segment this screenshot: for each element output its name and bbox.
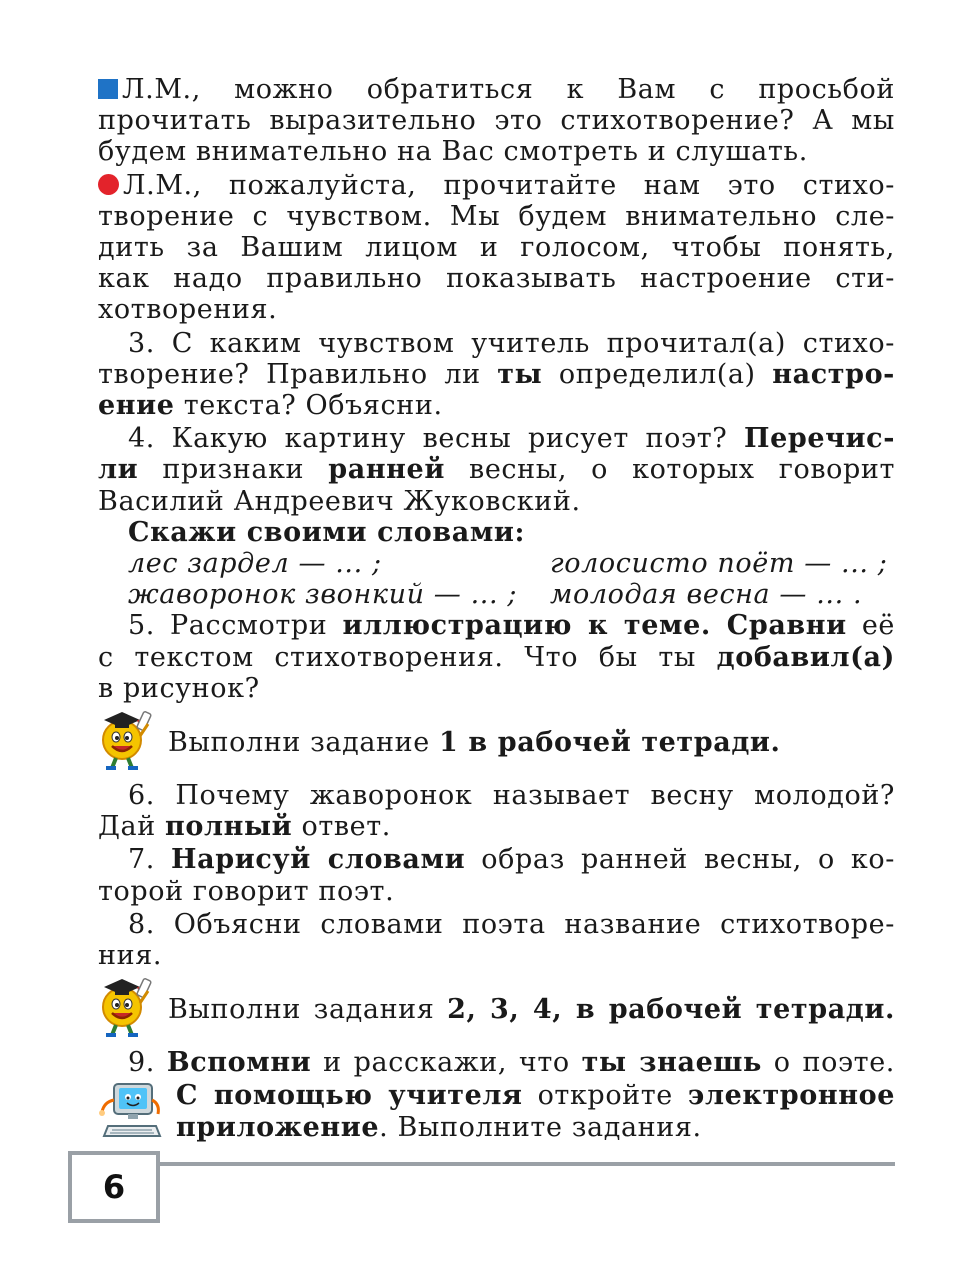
text-line (98, 170, 895, 201)
red-dot-icon (98, 174, 119, 195)
text-line (176, 1112, 895, 1143)
page-content (98, 74, 895, 1144)
text: в рисунок? (98, 672, 260, 704)
bold-text: приложение (176, 1111, 380, 1143)
text-line (98, 642, 895, 673)
bold-text: Нарисуй словами (171, 844, 466, 876)
bold-text: ение (98, 390, 175, 422)
task-text (176, 1080, 895, 1142)
text-line (98, 1047, 895, 1078)
bold-text: С помощью учителя (176, 1080, 523, 1112)
bold-text: добавил(а) (716, 641, 895, 673)
text-line (98, 876, 895, 907)
phrase: голосисто поёт — ... ; (550, 548, 888, 580)
smiley-graduate-icon (96, 706, 158, 772)
question-4 (98, 423, 895, 517)
bold-text: ты знаешь (581, 1047, 762, 1079)
bold-text: ли (98, 454, 139, 486)
bold-text: 1 в рабочей тетради. (439, 727, 781, 759)
text: Л.М., пожалуйста, прочитайте нам это стихо- (123, 169, 895, 201)
text: 7. (128, 844, 172, 876)
question-8 (98, 909, 895, 971)
bold-text: настро- (772, 358, 895, 390)
question-3 (98, 328, 895, 422)
text: 6. Почему жаворонок называет весну молодой? (128, 780, 895, 812)
text: прочитать выразительно это стихотворение? А мы (98, 105, 895, 137)
text: 5. Рассмотри (128, 610, 343, 642)
dialog-block-red (98, 170, 895, 326)
text: определил(а) (542, 358, 773, 390)
bold-text: электронное (687, 1080, 895, 1112)
text: как надо правильно показывать настроение сти- (98, 263, 895, 295)
text: Л.М., можно обратиться к Вам с просьбой (122, 74, 895, 105)
text-line (98, 940, 895, 971)
text: Василий Андреевич Жуковский. (98, 485, 581, 517)
bold-text: 2, 3, 4, в рабочей тетради. (447, 994, 896, 1026)
text-line (98, 811, 895, 842)
phrase-row (98, 548, 895, 579)
text-line (98, 486, 895, 517)
computer-mascot-icon (98, 1082, 162, 1140)
workbook-task-1 (98, 704, 895, 774)
text-line (98, 136, 895, 167)
footer-divider (156, 1162, 895, 1166)
text: хотворения. (98, 294, 278, 326)
text: и расскажи, что (311, 1047, 582, 1079)
text-line (98, 105, 895, 136)
text-line (98, 232, 895, 263)
task-text (168, 994, 895, 1025)
text: откройте (522, 1080, 688, 1112)
phrase-row (98, 579, 895, 610)
question-9 (98, 1047, 895, 1078)
text-line (98, 610, 895, 641)
text-line (98, 423, 895, 454)
phrase: лес зардел — ... ; (128, 548, 382, 580)
phrase: жаворонок звонкий — ... ; (128, 579, 518, 611)
question-7 (98, 844, 895, 906)
bold-text: иллюстрацию к теме. Сравни (342, 610, 847, 642)
question-5 (98, 610, 895, 704)
text-line (176, 1080, 895, 1111)
task-text (168, 727, 781, 758)
text-line (98, 780, 895, 811)
text: Дай (98, 811, 166, 843)
bold-text: Вспомни (166, 1047, 312, 1079)
text-line (98, 328, 895, 359)
question-6 (98, 780, 895, 842)
text-line (98, 909, 895, 940)
text: о поэте. (761, 1047, 895, 1079)
text: . Выполните задания. (379, 1111, 702, 1143)
say-in-own-words (98, 517, 895, 611)
text: ния. (98, 940, 163, 972)
text-line (98, 294, 895, 325)
text: текста? Объясни. (174, 390, 443, 422)
text: образ ранней весны, о ко- (465, 844, 895, 876)
text-line (98, 673, 895, 704)
dialog-block-blue (98, 74, 895, 168)
text-line (98, 359, 895, 390)
text-line (98, 263, 895, 294)
text: 8. Объясни словами поэта название стихотворе- (128, 908, 895, 940)
text-line (98, 74, 895, 105)
text-line (98, 844, 895, 875)
text: творение? Правильно ли (98, 358, 498, 390)
bold-text: ранней (328, 454, 445, 486)
text: дить за Вашим лицом и голосом, чтобы понять, (98, 232, 895, 264)
bold-text: полный (165, 811, 293, 843)
text: весны, о которых говорит (444, 454, 895, 486)
smiley-graduate-icon (96, 973, 158, 1039)
text: 3. С каким чувством учитель прочитал(а) стихо- (128, 327, 895, 359)
text: 4. Какую картину весны рисует поэт? (128, 423, 745, 455)
text: 9. (128, 1047, 167, 1079)
workbook-task-2 (98, 971, 895, 1041)
text: признаки (138, 454, 329, 486)
text-line (98, 390, 895, 421)
text: творение с чувством. Мы будем внимательно сле- (98, 200, 895, 232)
text-line (98, 454, 895, 485)
page-number: 6 (68, 1151, 160, 1223)
bold-text: Перечис- (744, 423, 895, 455)
text: будем внимательно на Вас смотреть и слушать. (98, 136, 808, 168)
text: торой говорит поэт. (98, 875, 395, 907)
text-line (98, 201, 895, 232)
electronic-app-task (98, 1080, 895, 1144)
bold-text: ты (497, 358, 543, 390)
blue-square-icon (98, 79, 118, 99)
text: ответ. (292, 811, 391, 843)
text: её (846, 610, 896, 642)
text: Выполни задание (168, 727, 440, 759)
say-heading: Скажи своими словами: (128, 516, 526, 548)
text: с текстом стихотворения. Что бы ты (98, 641, 717, 673)
text: Выполни задания (168, 994, 448, 1026)
phrase: молодая весна — ... . (550, 579, 863, 611)
